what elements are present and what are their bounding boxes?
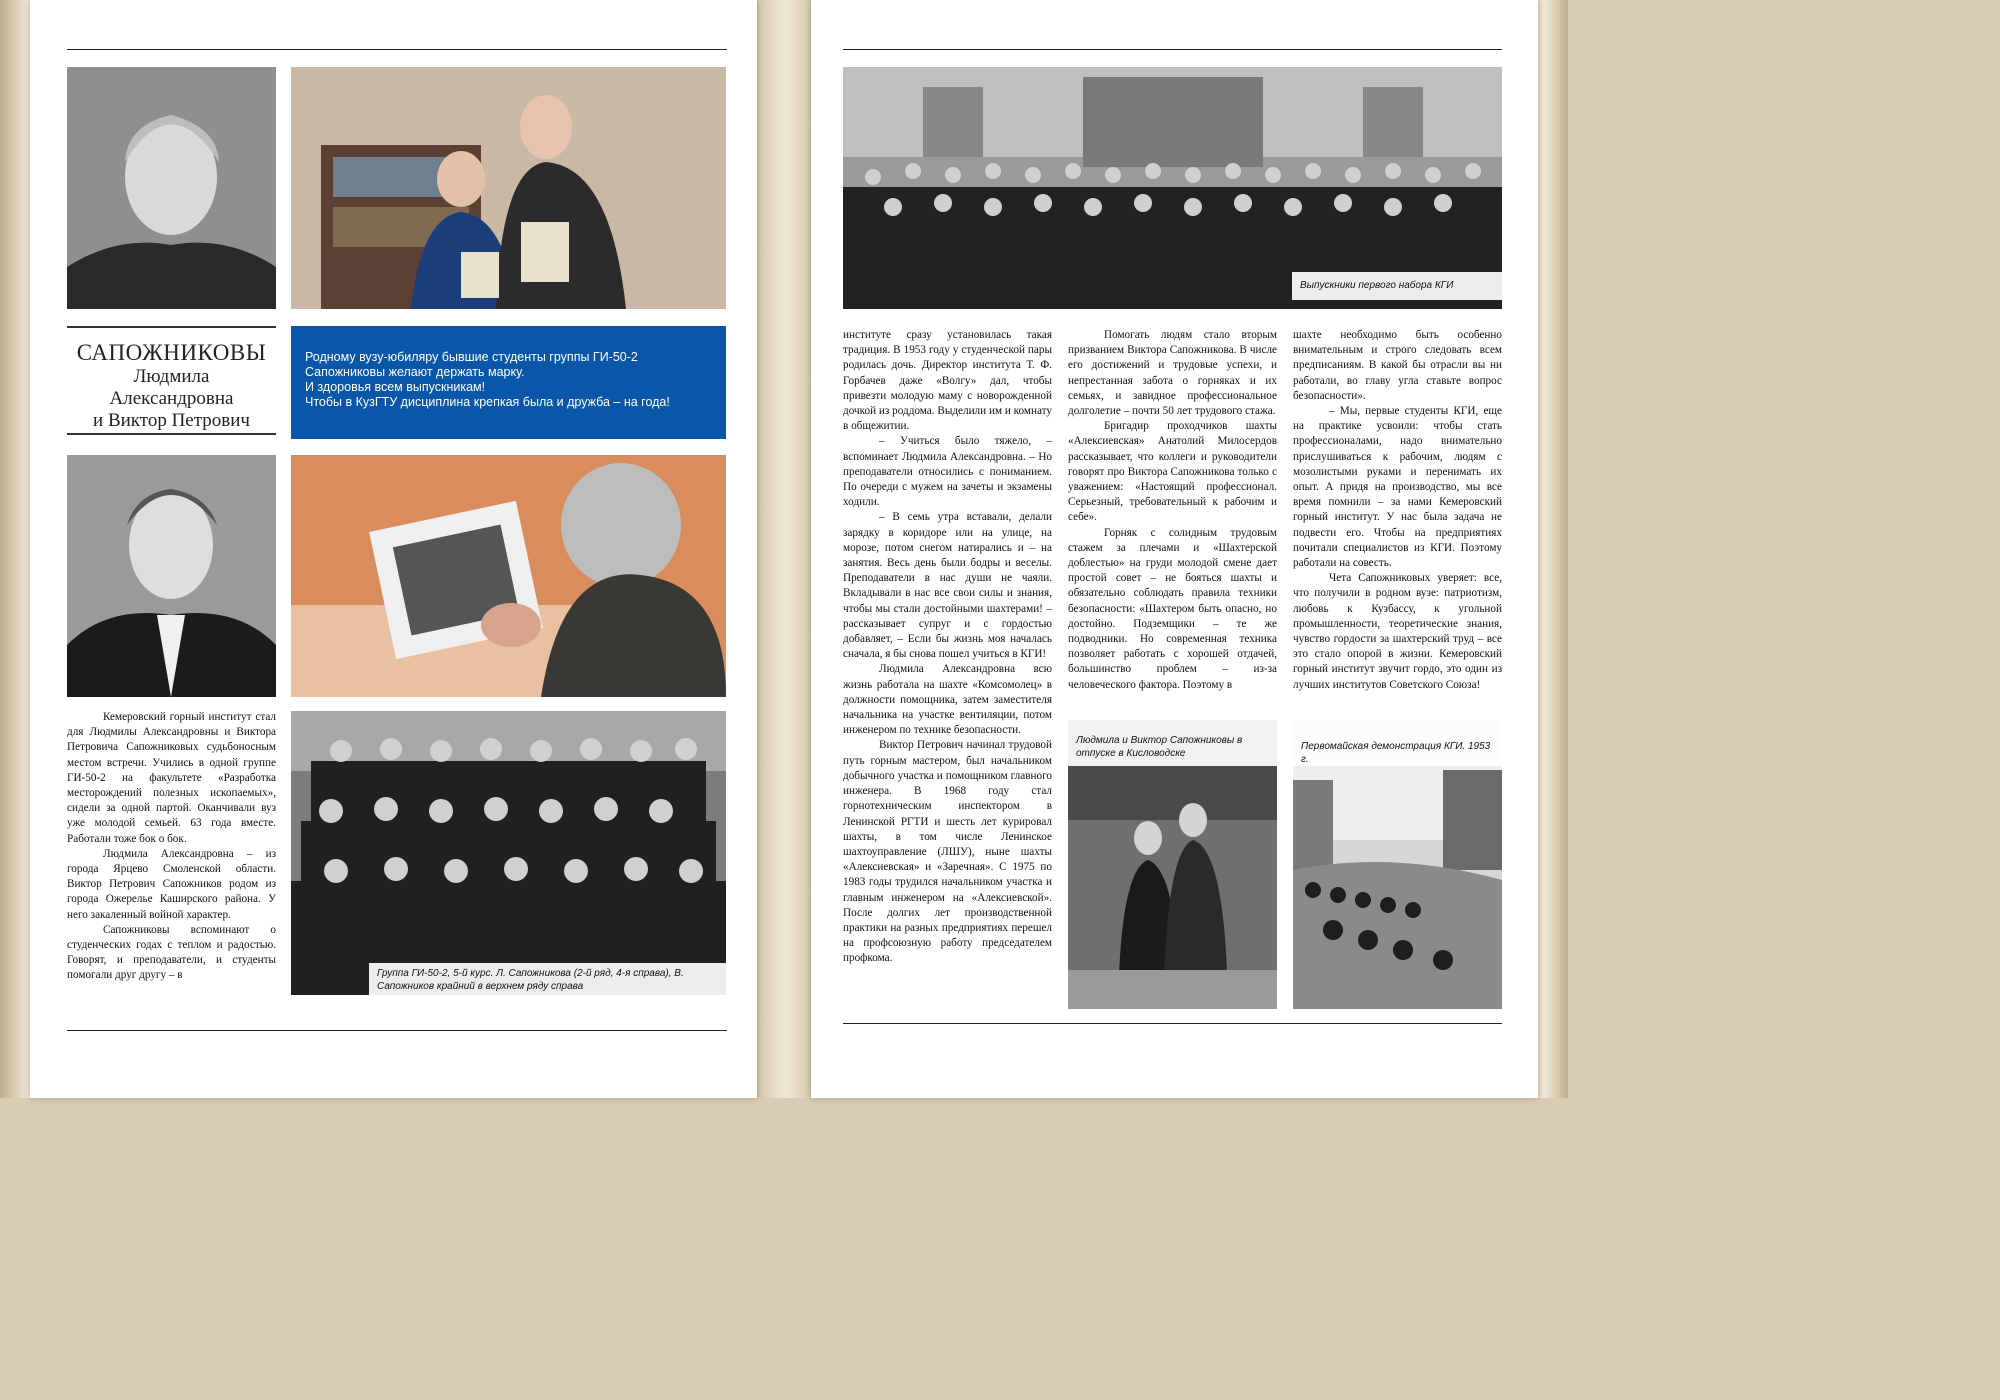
paragraph: институте сразу установилась такая традиция. В 1953 году у студенческой пары родилась дочь. Директор института Т. Ф. Горбачев даже «Волгу» дал, чтобы привезти молодую маму с новорожденной дочкой из роддома. Выделили им и комнату в общежитии. bbox=[843, 329, 1052, 433]
paragraph: – Мы, первые студенты КГИ, еще на практике усвоили: чтобы стать профессионалами, надо внимательно прислушиваться к рабочим, людям с мозолистыми руками и перенимать их опыт. А придя на производство, мы все время помнили – за нами Кемеровский горный институт. У нас была задача не подвести его. Чтобы на предприятиях почитали специалистов из КГИ. Поэтому работали на совесть. bbox=[1293, 405, 1502, 570]
article-column-left bbox=[67, 710, 276, 984]
caption-mayday: Первомайская демонстрация КГИ. 1953 г. bbox=[1293, 720, 1502, 766]
paragraph: Виктор Петрович начинал трудовой путь горным мастером, был начальником добычного участка и помощником главного инженера. В 1968 году стал горнотехническим инспектором в Ленинской РГТИ и шесть лет курировал шахты, в том числе Ленинское шахтоуправление (ЛШУ), ныне шахты «Алексиевская» и «Заречная». С 1975 по 1983 годы трудился начальником участка и главным инженером на «Алексиевской». После долгих лет производственной практики на разных предприятиях перешел на профсоюзную работу председателем профкома. bbox=[843, 739, 1052, 965]
greeting-line: Сапожниковы желают держать марку. bbox=[305, 365, 525, 379]
bottom-rule-right bbox=[843, 1023, 1502, 1024]
photo-viktor-portrait bbox=[67, 455, 276, 697]
paragraph: Людмила Александровна – из города Ярцево Смоленской области. Виктор Петрович Сапожников родом из города Ожерелье Каширского района. У него закаленный войной характер. bbox=[67, 847, 276, 921]
photo-lyudmila-portrait bbox=[67, 67, 276, 309]
bottom-rule-left bbox=[67, 1030, 727, 1031]
top-rule-right bbox=[843, 49, 1502, 50]
article-column-right-2 bbox=[1068, 328, 1277, 693]
title-surname: САПОЖНИКОВЫ bbox=[76, 340, 267, 365]
photo-first-graduates bbox=[843, 67, 1502, 309]
greeting-line: Родному вузу-юбиляру бывшие студенты группы ГИ-50-2 bbox=[305, 350, 638, 364]
photo-kislovodsk-vacation bbox=[1068, 720, 1277, 1009]
greeting-line: И здоровья всем выпускникам! bbox=[305, 380, 486, 394]
photo-man-examining-group-photo bbox=[291, 455, 726, 697]
photo-couple-with-diplomas bbox=[291, 67, 726, 309]
paragraph: Чета Сапожниковых уверяет: все, что получили в родном вузе: патриотизм, любовь к Кузбассу, к угольной промышленности, теоретические знания, чувство гордости за шахтерский труд – все это стало опорой в жизни. Кемеровский горный институт звучит гордо, это один из лучших институтов Советского Союза! bbox=[1293, 572, 1502, 691]
paragraph: Людмила Александровна всю жизнь работала на шахте «Комсомолец» в должности помощника, затем заместителя начальника на участке вентиляции, потом инженером по технике безопасности. bbox=[843, 663, 1052, 737]
article-title bbox=[67, 326, 276, 435]
title-line2: Александровна bbox=[109, 388, 234, 409]
paragraph: Бригадир проходчиков шахты «Алексиевская» Анатолий Милосердов рассказывает, что коллеги и руководители говорят про Виктора Сапожникова только с уважением: «Настоящий профессионал. Серьезный, требовательный к рабочим и себе». bbox=[1068, 420, 1277, 524]
article-column-right-1 bbox=[843, 328, 1052, 967]
article-column-right-3 bbox=[1293, 328, 1502, 693]
photo-group-gi-50-2 bbox=[291, 711, 726, 995]
title-line3: и Виктор Петрович bbox=[93, 410, 250, 431]
caption-kislovodsk: Людмила и Виктор Сапожниковы в отпуске в Кисловодске bbox=[1068, 720, 1277, 766]
paragraph: Кемеровский горный институт стал для Людмилы Александровны и Виктора Петровича Сапожниковых судьбоносным местом встречи. Учились в одной группе ГИ-50-2 на факультете «Разработка месторождений полезных ископаемых», сидели за одной партой. Оканчивали вуз уже молодой семьей. 63 года вместе. Работали тоже бок о бок. bbox=[67, 711, 276, 845]
greeting-box bbox=[291, 326, 726, 439]
caption-graduates: Выпускники первого набора КГИ bbox=[1292, 272, 1502, 300]
title-line1: Людмила bbox=[133, 366, 210, 387]
photo-mayday-demonstration bbox=[1293, 720, 1502, 1009]
paragraph: Помогать людям стало вторым призванием Виктора Сапожникова. В числе его достижений и трудовые успехи, и непрестанная забота о горняках и их семьях, и завидное профессиональное долголетие – почти 50 лет трудового стажа. bbox=[1068, 329, 1277, 418]
paragraph: – В семь утра вставали, делали зарядку в коридоре или на улице, на морозе, потом снегом натирались и – на занятия. Весь день были бодры и веселы. Преподаватели в нас души не чаяли. Вкладывали в нас все свои силы и знания, чтобы мы стали достойными шахтерами! – рассказывает супруг и с гордостью добавляет, – Если бы жизнь моя началась сначала, я бы снова пошел учиться в КГИ! bbox=[843, 511, 1052, 661]
paragraph: Горняк с солидным трудовым стажем за плечами и «Шахтерской доблестью» на груди молодой смене дает простой совет – не бояться шахты и обязательно соблюдать правила техники безопасности: «Шахтером быть опасно, но достойно. Подземщики – те же подводники. Но современная техника позволяет работать с хорошей отдачей, большинство проблем – из-за человеческого фактора. Поэтому в bbox=[1068, 526, 1277, 691]
paragraph: Сапожниковы вспоминают о студенческих годах с теплом и радостью. Говорят, и преподаватели, и студенты помогали друг другу – в bbox=[67, 923, 276, 982]
paragraph: шахте необходимо быть особенно внимательным и строго следовать всем предписаниям. В какой бы отрасли вы ни работали, во главу угла ставьте вопрос безопасности». bbox=[1293, 329, 1502, 402]
greeting-line: Чтобы в КузГТУ дисциплина крепкая была и дружба – на года! bbox=[305, 395, 670, 409]
paragraph: – Учиться было тяжело, – вспоминает Людмила Александровна. – Но преподаватели относились с пониманием. По очереди с мужем на зачеты и экзамены ходили. bbox=[843, 435, 1052, 509]
caption-group-photo: Группа ГИ-50-2, 5-й курс. Л. Сапожникова (2-й ряд, 4-я справа), В. Сапожников крайний в верхнем ряду справа bbox=[369, 963, 726, 995]
top-rule-left bbox=[67, 49, 727, 50]
